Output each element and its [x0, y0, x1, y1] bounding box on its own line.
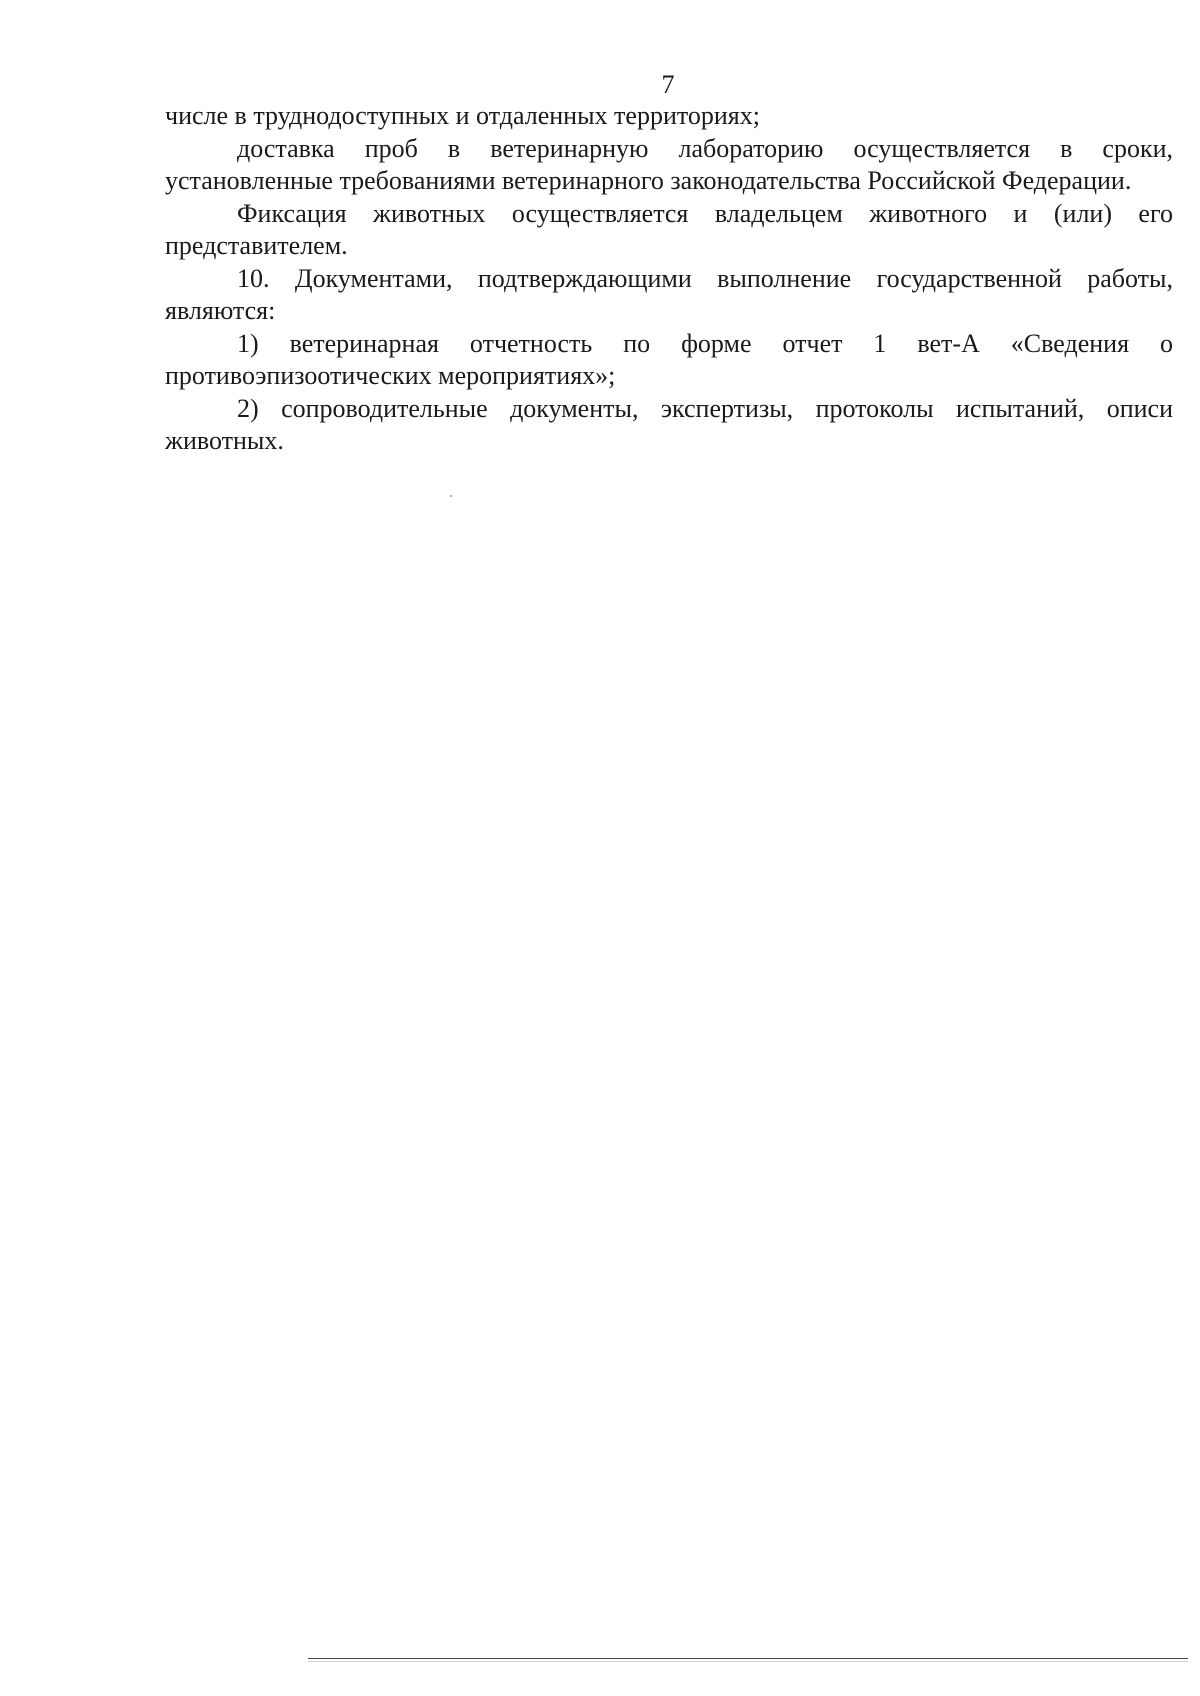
document-body — [165, 100, 1173, 458]
paragraph-subitem-2: 2) сопроводительные документы, экспертизы, протоколы испытаний, описи животных. — [165, 393, 1173, 455]
page-number: 7 — [661, 70, 675, 99]
bottom-scan-line — [308, 1658, 1188, 1659]
paragraph-item-10: 10. Документами, подтверждающими выполнение государственной работы, являются: — [165, 263, 1173, 325]
paragraph-subitem-1: 1) ветеринарная отчетность по форме отчет 1 вет-А «Сведения о противоэпизоотических мероприятиях»; — [165, 328, 1173, 390]
scan-artifact-dot — [450, 495, 452, 497]
bottom-scan-line-shadow — [308, 1661, 1188, 1662]
paragraph-sample-delivery: доставка проб в ветеринарную лабораторию осуществляется в сроки, установленные требованиями ветеринарного законодательства Российской Федерации. — [165, 133, 1173, 195]
paragraph-continuation: числе в труднодоступных и отдаленных территориях; — [165, 101, 760, 130]
paragraph-animal-fixation: Фиксация животных осуществляется владельцем животного и (или) его представителем. — [165, 198, 1173, 260]
